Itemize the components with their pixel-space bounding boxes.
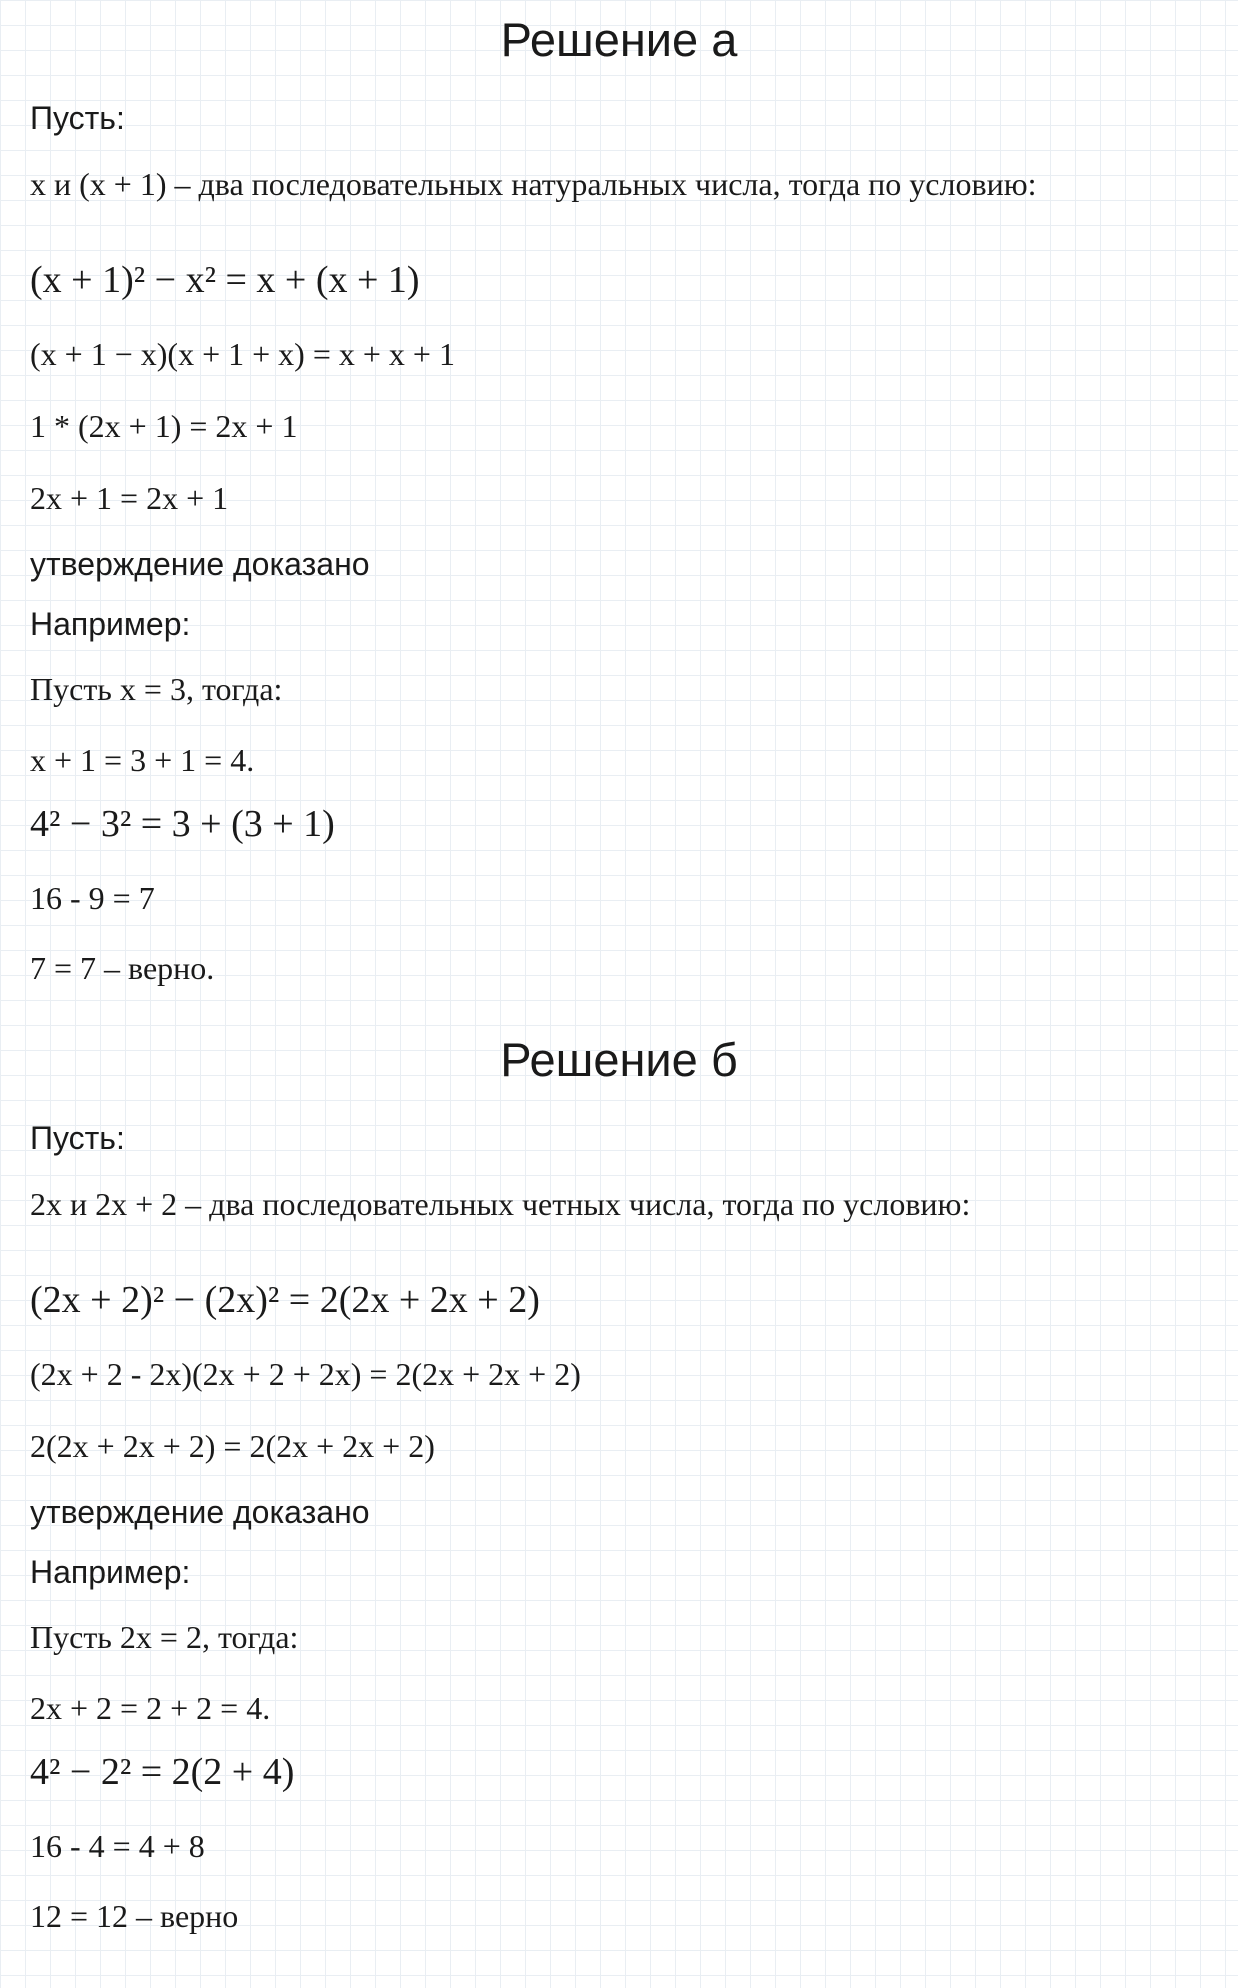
- section-a-line-4: (x + 1 − x)(x + 1 + x) = x + x + 1: [30, 336, 455, 372]
- section-b-line-4: (2x + 2 - 2x)(2x + 2 + 2x) = 2(2x + 2x + 2): [30, 1356, 581, 1392]
- section-a-line-8: Например:: [30, 606, 191, 642]
- section-b-line-9: 2x + 2 = 2 + 2 = 4.: [30, 1690, 271, 1726]
- section-a-line-1: Пусть:: [30, 100, 125, 136]
- section-b-line-11: 16 - 4 = 4 + 8: [30, 1828, 205, 1864]
- section-b-line-2: 2x и 2x + 2 – два последовательных четных числа, тогда по условию:: [30, 1186, 971, 1222]
- section-a-line-9: Пусть x = 3, тогда:: [30, 671, 283, 707]
- section-b-line-5: 2(2x + 2x + 2) = 2(2x + 2x + 2): [30, 1428, 435, 1464]
- section-b-line-7: Например:: [30, 1554, 191, 1590]
- section-a-line-13: 7 = 7 – верно.: [30, 950, 215, 986]
- section-b-line-10: 4² − 2² = 2(2 + 4): [30, 1751, 295, 1793]
- section-a-title: Решение а: [500, 13, 738, 66]
- section-a-line-11: 4² − 3² = 3 + (3 + 1): [30, 803, 335, 845]
- section-b-line-1: Пусть:: [30, 1120, 125, 1156]
- section-a-line-10: x + 1 = 3 + 1 = 4.: [30, 742, 255, 778]
- section-a-line-6: 2x + 1 = 2x + 1: [30, 480, 229, 516]
- section-b-line-8: Пусть 2x = 2, тогда:: [30, 1619, 299, 1655]
- section-a-line-3: (x + 1)² − x² = x + (x + 1): [30, 259, 420, 301]
- section-a-line-7: утверждение доказано: [30, 546, 370, 582]
- section-b-line-3: (2x + 2)² − (2x)² = 2(2x + 2x + 2): [30, 1279, 540, 1321]
- section-a-line-5: 1 * (2x + 1) = 2x + 1: [30, 408, 298, 444]
- section-a-line-12: 16 - 9 = 7: [30, 880, 155, 916]
- section-b-line-12: 12 = 12 – верно: [30, 1898, 239, 1934]
- section-a-line-2: x и (x + 1) – два последовательных натуральных числа, тогда по условию:: [30, 166, 1037, 202]
- section-b-title: Решение б: [500, 1033, 738, 1086]
- section-b-line-6: утверждение доказано: [30, 1494, 370, 1530]
